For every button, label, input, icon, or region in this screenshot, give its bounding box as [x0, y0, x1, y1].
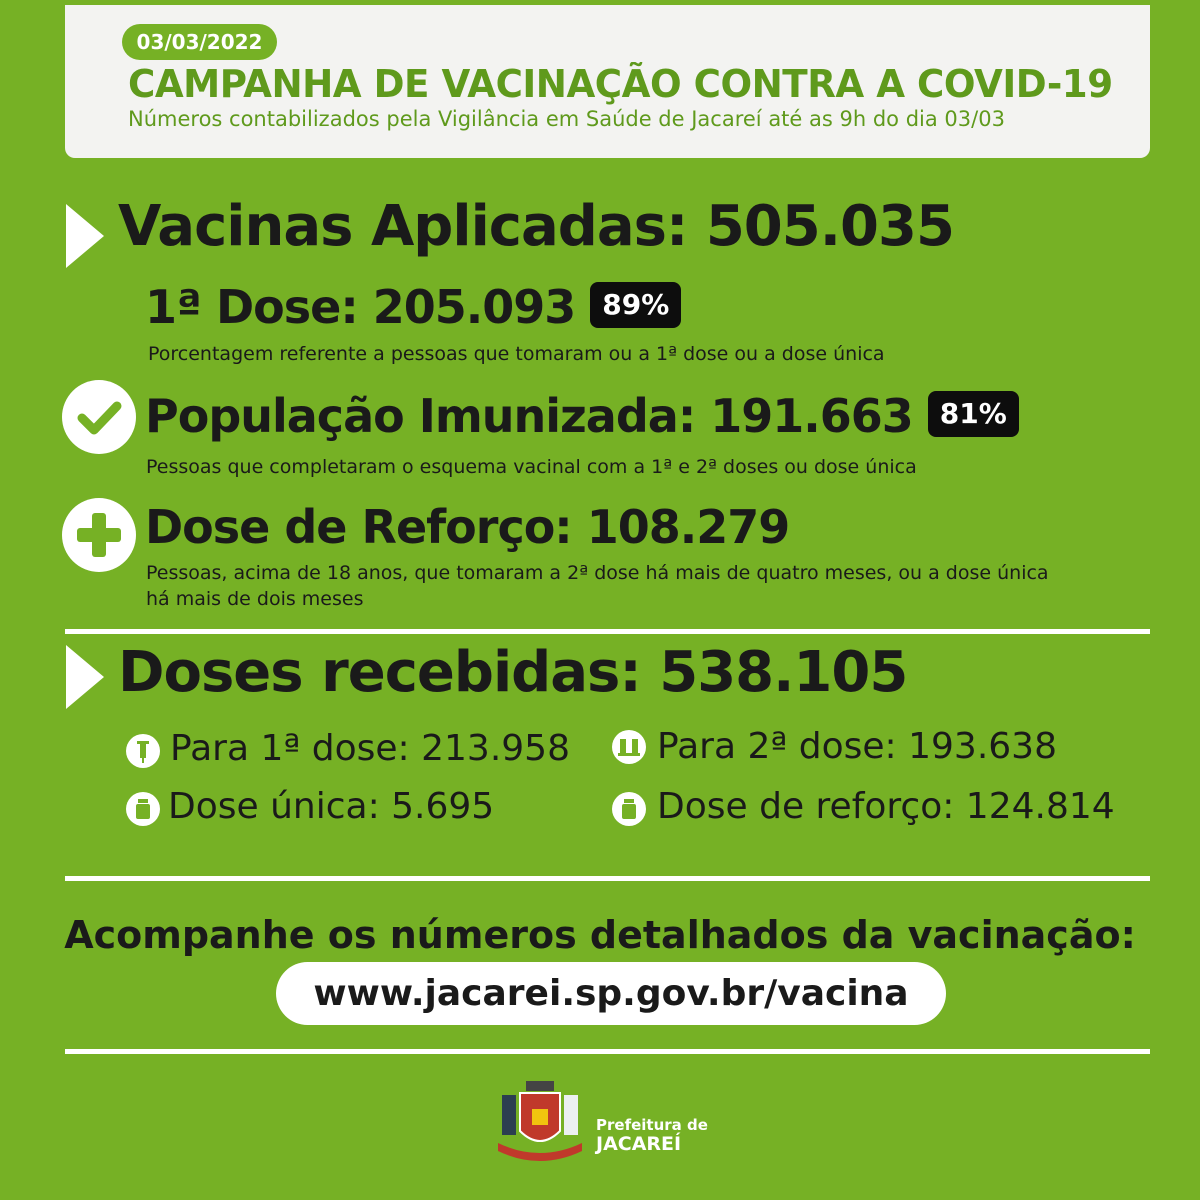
doses-recebidas-label: Doses recebidas: 538.105	[118, 640, 908, 705]
dose-reforco-note-line2: há mais de dois meses	[146, 588, 364, 610]
primeira-dose-label: 1ª Dose: 205.093	[145, 280, 576, 334]
date-badge: 03/03/2022	[122, 24, 277, 60]
dose-reforco-label: Dose de Reforço: 108.279	[145, 500, 790, 554]
vial-icon	[612, 792, 646, 826]
doses-recebidas-item: Para 1ª dose: 213.958	[170, 728, 570, 769]
vacina-url-link[interactable]: www.jacarei.sp.gov.br/vacina	[276, 962, 946, 1025]
arrow-icon	[66, 204, 104, 268]
primeira-dose-row	[145, 280, 681, 334]
plus-icon	[62, 498, 136, 572]
vial-icon	[126, 792, 160, 826]
dose-reforco-note-line1: Pessoas, acima de 18 anos, que tomaram a 2ª dose há mais de quatro meses, ou a dose única	[146, 562, 1049, 584]
footer-line1: Prefeitura de	[596, 1116, 708, 1134]
divider	[65, 876, 1150, 881]
divider	[65, 629, 1150, 634]
campaign-title: CAMPANHA DE VACINAÇÃO CONTRA A COVID-19	[128, 62, 1113, 106]
divider	[65, 1049, 1150, 1054]
populacao-imunizada-label: População Imunizada: 191.663	[145, 389, 913, 443]
campaign-subtitle: Números contabilizados pela Vigilância em Saúde de Jacareí até as 9h do dia 03/03	[128, 107, 1005, 131]
footer-line2: JACAREÍ	[596, 1133, 682, 1156]
cta-text: Acompanhe os números detalhados da vacinação:	[64, 913, 1136, 957]
populacao-imunizada-note: Pessoas que completaram o esquema vacinal com a 1ª e 2ª doses ou dose única	[146, 456, 917, 478]
primeira-dose-percent-badge: 89%	[590, 282, 681, 328]
double-syringe-icon	[612, 730, 646, 764]
arrow-icon	[66, 645, 104, 709]
vacinas-aplicadas-label: Vacinas Aplicadas: 505.035	[118, 194, 954, 259]
doses-recebidas-item: Dose de reforço: 124.814	[657, 786, 1115, 827]
jacarei-coat-of-arms-logo	[492, 1073, 588, 1169]
check-icon	[62, 380, 136, 454]
doses-recebidas-item: Dose única: 5.695	[168, 786, 495, 827]
populacao-imunizada-row	[145, 389, 1019, 443]
populacao-imunizada-percent-badge: 81%	[928, 391, 1019, 437]
syringe-icon	[126, 734, 160, 768]
footer-label	[596, 1117, 708, 1156]
doses-recebidas-item: Para 2ª dose: 193.638	[657, 726, 1057, 767]
primeira-dose-note: Porcentagem referente a pessoas que tomaram ou a 1ª dose ou a dose única	[148, 343, 885, 365]
